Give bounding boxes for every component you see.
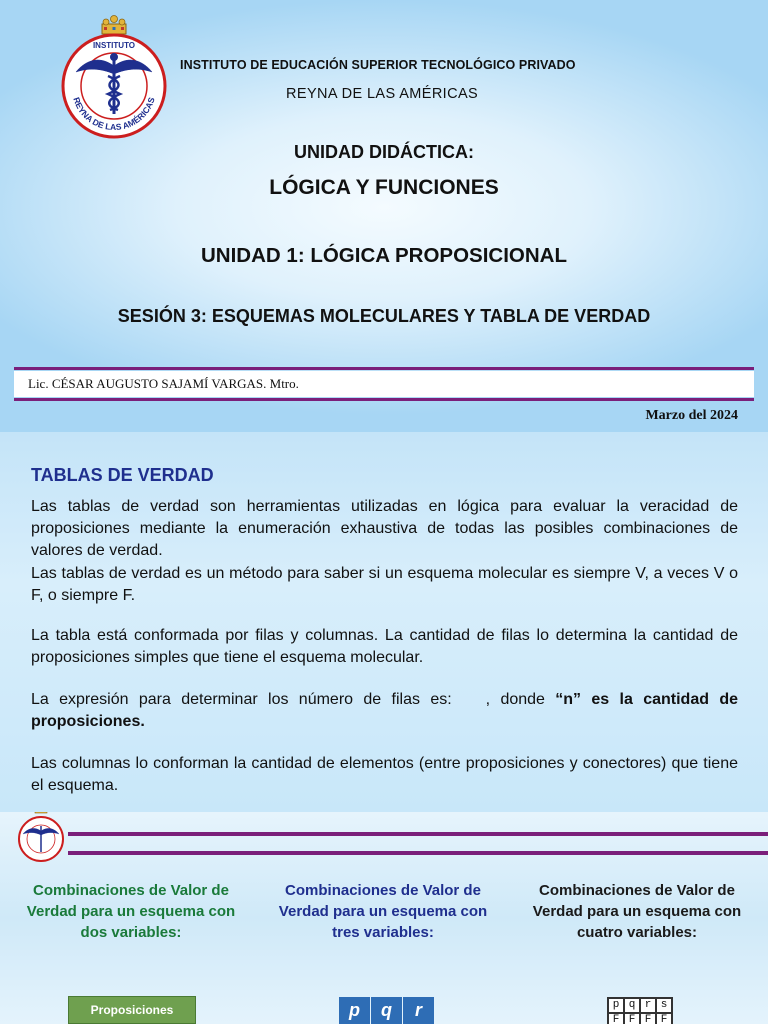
table-three-header — [339, 997, 435, 1024]
paragraph-2: Las tablas de verdad es un método para saber si un esquema molecular es siempre V, a veces V o F, o siempre F. — [31, 565, 738, 604]
table-cell: F — [656, 1013, 672, 1024]
header-cell: r — [403, 997, 434, 1024]
divider-top — [14, 367, 754, 370]
combinations-slide — [0, 812, 768, 1024]
unit-title: LÓGICA Y FUNCIONES — [269, 176, 499, 199]
unit-label: UNIDAD DIDÁCTICA: — [294, 142, 474, 162]
combination-two-vars: Combinaciones de Valor de Verdad para un esquema con dos variables: — [26, 882, 236, 941]
p4-text-b: , donde — [485, 691, 556, 708]
header-cell: q — [371, 997, 402, 1024]
paragraph-5: Las columnas lo conforman la cantidad de elementos (entre proposiciones y conectores) que tiene el esquema. — [31, 755, 738, 794]
institute-logo — [58, 10, 170, 140]
combination-three-vars: Combinaciones de Valor de Verdad para un esquema con tres variables: — [278, 882, 488, 941]
p4-n: “n” — [555, 691, 582, 708]
strip-bottom — [68, 851, 768, 855]
p4-text-a: La expresión para determinar los número de filas es: — [31, 691, 452, 708]
table-cell: F — [640, 1013, 656, 1024]
institute-name-line2: REYNA DE LAS AMÉRICAS — [286, 86, 479, 102]
paragraph-3: La tabla está conformada por filas y columnas. La cantidad de filas lo determina la cantidad de proposiciones simples que tiene el esquema molecular. — [31, 627, 738, 666]
institute-name-line1: INSTITUTO DE EDUCACIÓN SUPERIOR TECNOLÓGICO PRIVADO — [180, 58, 576, 72]
session-title: SESIÓN 3: ESQUEMAS MOLECULARES Y TABLA DE VERDAD — [117, 306, 651, 326]
combination-four-vars: Combinaciones de Valor de Verdad para un esquema con cuatro variables: — [532, 882, 742, 941]
svg-text:REYNA DE LAS AMÉRICAS: REYNA DE LAS AMÉRICAS — [71, 95, 157, 133]
date-label: Marzo del 2024 — [645, 408, 738, 423]
table-cell: F — [624, 1013, 640, 1024]
header-cell: q — [624, 998, 640, 1013]
paragraph-4 — [31, 689, 738, 733]
svg-text:INSTITUTO: INSTITUTO — [92, 41, 136, 50]
divider-bottom — [14, 398, 754, 401]
header-cell: p — [339, 997, 370, 1024]
institute-logo-small — [14, 812, 68, 864]
content-slide — [0, 432, 768, 812]
header-cell: s — [656, 998, 672, 1013]
table-two-header: Proposiciones — [68, 996, 196, 1024]
header-cell: p — [608, 998, 624, 1013]
header-cell: r — [640, 998, 656, 1013]
table-four-header — [607, 997, 673, 1024]
crown-icon — [102, 16, 126, 35]
section-heading: TABLAS DE VERDAD — [31, 465, 214, 485]
strip-top — [68, 832, 768, 836]
p4-text-c: es la cantidad de proposiciones. — [31, 691, 738, 730]
title-slide — [0, 0, 768, 432]
unidad-title: UNIDAD 1: LÓGICA PROPOSICIONAL — [201, 244, 567, 267]
table-cell: F — [608, 1013, 624, 1024]
author-name: Lic. CÉSAR AUGUSTO SAJAMÍ VARGAS. Mtro. — [28, 376, 299, 391]
paragraph-1: Las tablas de verdad son herramientas utilizadas en lógica para evaluar la veracidad de proposiciones mediante la enumeración exhaustiva de todas las posibles combinaciones de valores de verdad. — [31, 498, 738, 559]
